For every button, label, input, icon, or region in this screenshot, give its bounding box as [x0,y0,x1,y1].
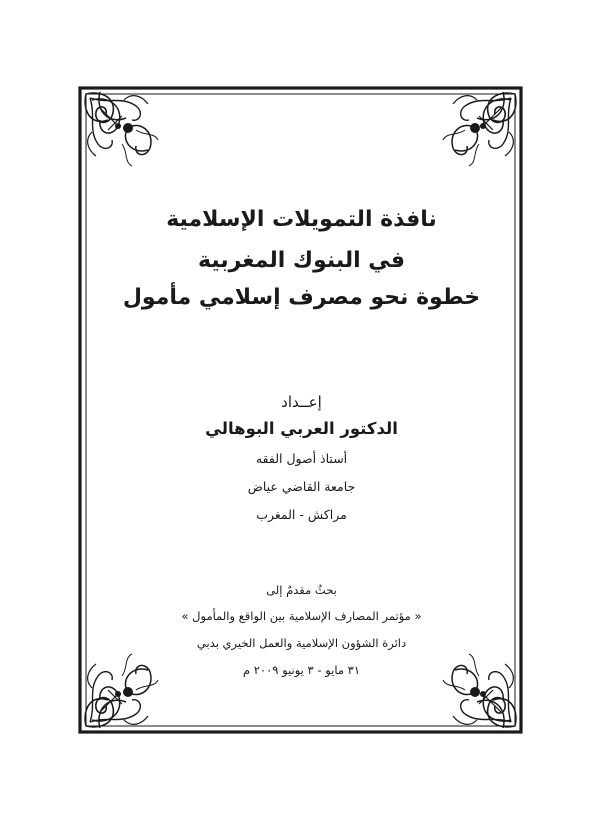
organizer-name: دائرة الشؤون الإسلامية والعمل الخيري بدبي [196,636,407,650]
conference-name: « مؤتمر المصارف الإسلامية بين الواقع والمأمول » [181,609,422,623]
conference-date: ٣١ مايو - ٣ يونيو ٢٠٠٩ م [242,663,361,677]
title-line-3: خطوة نحو مصرف إسلامي مأمول [122,285,481,310]
submission-intro: بحثُ مقدمٌ إلى [266,583,337,597]
prepared-by-label: إعــداد [281,393,322,411]
author-university: جامعة القاضي عياض [247,479,356,494]
author-city: مراكش - المغرب [256,507,347,522]
author-role: أستاذ أصول الفقه [255,451,348,466]
title-line-2: في البنوك المغربية [198,248,405,273]
author-name: الدكتور العربي البوهالي [205,419,398,438]
title-line-1: نافذة التمويلات الإسلامية [166,207,437,232]
